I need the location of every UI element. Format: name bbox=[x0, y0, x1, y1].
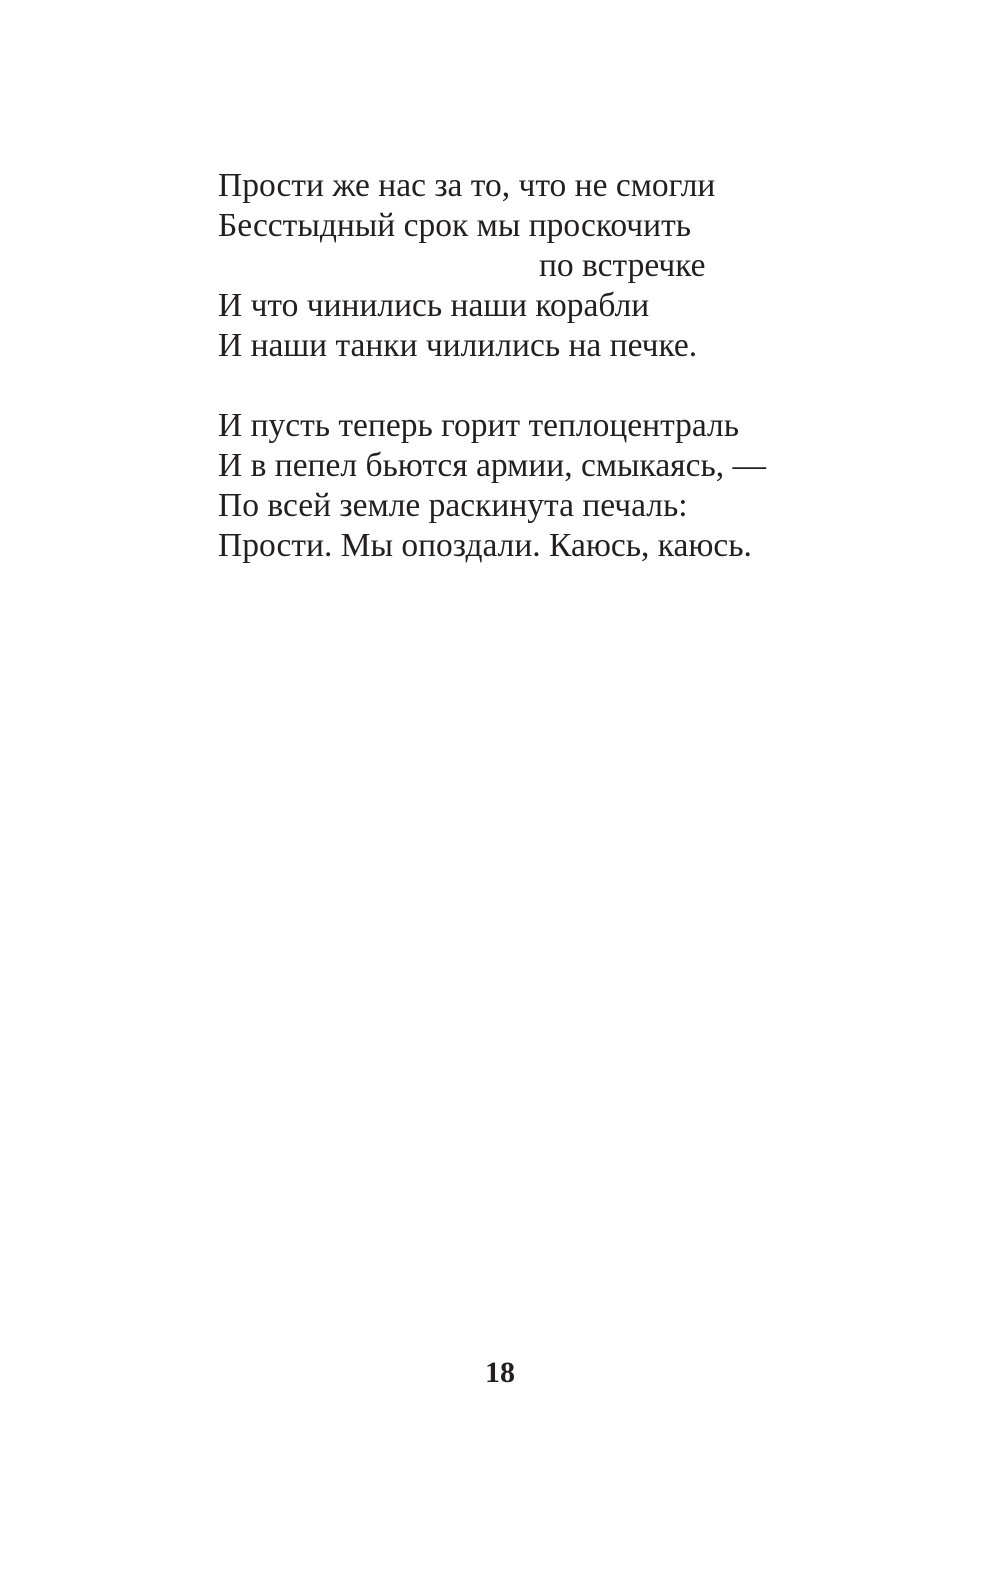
poem-line: И в пепел бьются армии, смыкаясь, — bbox=[218, 447, 766, 484]
poem-line: И пусть теперь горит теплоцентраль bbox=[218, 407, 740, 444]
poem-line: По всей земле раскинута печаль: bbox=[218, 487, 688, 524]
stanza-1 bbox=[218, 166, 818, 366]
poem-line: Бесстыдный срок мы проскочить bbox=[218, 207, 691, 244]
stanza-2 bbox=[218, 406, 818, 566]
poem-line: И наши танки чилились на печке. bbox=[218, 327, 698, 364]
poem-line: И что чинились наши корабли bbox=[218, 287, 650, 324]
poem-line-continuation: по встречке bbox=[539, 247, 706, 284]
poem-line: Прости же нас за то, что не смогли bbox=[218, 167, 716, 204]
stanza-divider bbox=[218, 366, 818, 406]
page-number: 18 bbox=[485, 1356, 515, 1389]
poem-line: Прости. Мы опоздали. Каюсь, каюсь. bbox=[218, 527, 752, 564]
poem bbox=[218, 166, 818, 566]
